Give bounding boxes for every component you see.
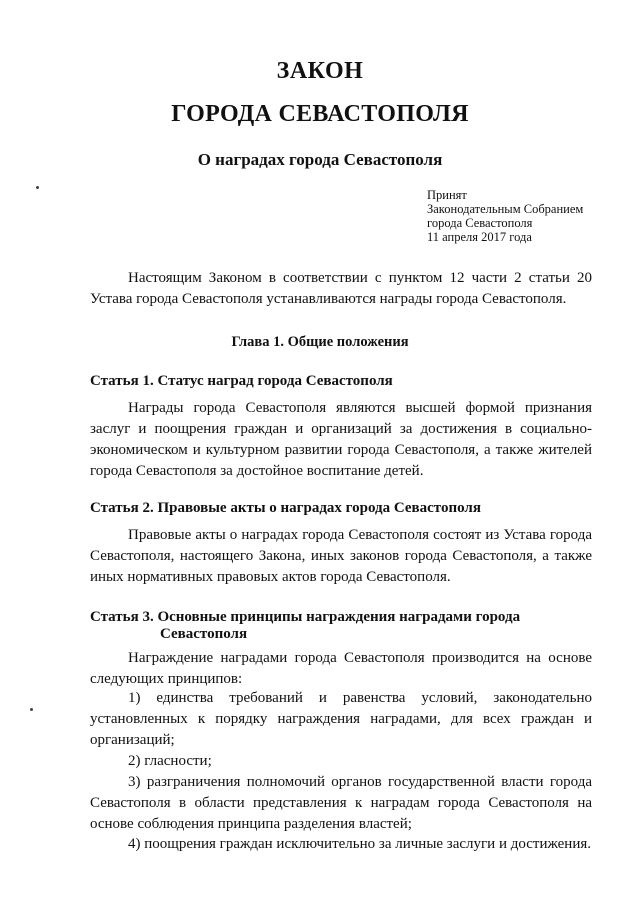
principle-item: 3) разграничения полномочий органов государственной власти города Севастополя в области представления к наградам города Севастополя на основе соблюдения принципа разделения властей; [90, 774, 592, 832]
adoption-line: города Севастополя [427, 216, 533, 230]
article-2-text: Правовые акты о наградах города Севастополя состоят из Устава города Севастополя, настоящего Закона, иных законов города Севастополя, а также иных нормативных правовых актов города Севастополя. [90, 527, 592, 585]
chapter-title: Глава 1. Общие положения [231, 334, 409, 350]
adoption-line: Законодательным Собранием [427, 202, 584, 216]
principle-item: 4) поощрения граждан исключительно за личные заслуги и достижения. [128, 836, 592, 852]
article-1-text: Награды города Севастополя являются высшей формой признания заслуг и поощрения граждан и организаций за достижения в социально-экономическом и культурном развитии города Севастополя, а также жителей города Севастополя за достойное воспитание детей. [90, 400, 592, 479]
article-3-title-cont: Севастополя [160, 626, 248, 642]
adoption-block [427, 188, 583, 244]
law-subtitle: О наградах города Севастополя [197, 150, 443, 169]
scan-speck [30, 708, 33, 711]
principle-item: 1) единства требований и равенства условий, законодательно установленных к порядку награждения наградами, для всех граждан и организаций; [90, 690, 592, 748]
adoption-date: 11 апреля 2017 года [427, 230, 532, 244]
scan-speck [36, 186, 39, 189]
law-city-title: ГОРОДА СЕВАСТОПОЛЯ [171, 101, 469, 127]
adoption-line: Принят [427, 188, 467, 202]
article-1-title: Статья 1. Статус наград города Севастополя [90, 373, 393, 389]
article-3-title: Статья 3. Основные принципы награждения наградами города [90, 609, 521, 625]
law-title: ЗАКОН [276, 58, 364, 84]
article-2-title: Статья 2. Правовые акты о наградах города Севастополя [90, 500, 481, 516]
principle-item: 2) гласности; [128, 753, 212, 769]
preamble-text: Настоящим Законом в соответствии с пунктом 12 части 2 статьи 20 Устава города Севастополя устанавливаются награды города Севастополя. [90, 270, 592, 307]
article-3-intro: Награждение наградами города Севастополя производится на основе следующих принципов: [90, 650, 592, 687]
